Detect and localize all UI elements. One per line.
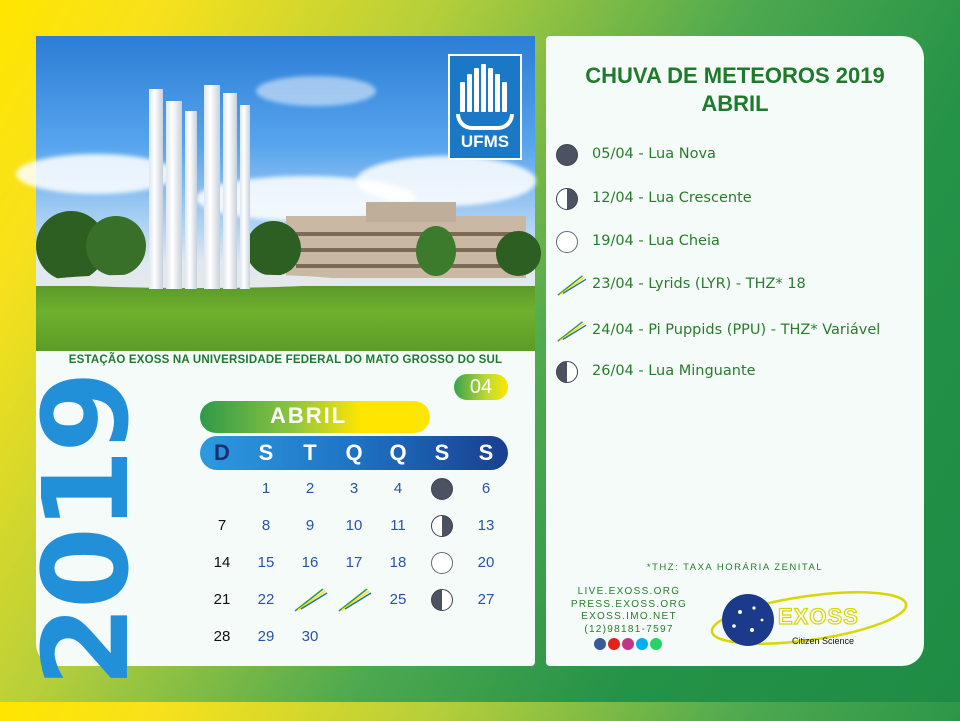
tree <box>86 216 146 276</box>
youtube-icon[interactable] <box>608 638 620 650</box>
window-row <box>296 248 516 252</box>
month-number-badge: 04 <box>454 374 508 400</box>
event-item <box>556 184 916 214</box>
month-name: ABRIL <box>270 403 348 428</box>
monument-pillar <box>223 93 237 289</box>
globe-icon <box>722 594 774 646</box>
contact-links <box>564 586 694 636</box>
year-label: 2019 <box>17 374 155 688</box>
calendar-day: 6 <box>481 480 491 497</box>
facebook-icon[interactable] <box>594 638 606 650</box>
exoss-logo-text: EXOSS <box>778 604 859 629</box>
event-text: 05/04 - Lua Nova <box>592 146 716 162</box>
weekday-label: Q <box>345 440 363 465</box>
event-item <box>556 357 916 387</box>
tree <box>416 226 456 276</box>
event-item <box>556 227 916 257</box>
meteor-icon <box>293 587 327 613</box>
exoss-logo <box>704 588 914 658</box>
building <box>286 216 526 278</box>
weekday-header <box>200 436 508 470</box>
tree <box>246 221 301 276</box>
monument-pillar <box>166 101 182 289</box>
events-title-line1: CHUVA DE METEOROS 2019 <box>585 63 885 88</box>
weekday-label: S <box>434 440 450 465</box>
weekday-label: T <box>303 440 317 465</box>
calendar-day: 13 <box>477 517 495 534</box>
calendar-day: 20 <box>477 554 495 571</box>
new-moon-icon <box>556 144 578 166</box>
calendar-day: 7 <box>217 517 227 534</box>
weekday-label: S <box>478 440 494 465</box>
cloud <box>256 76 376 106</box>
calendar-day: 30 <box>301 628 319 645</box>
skype-icon[interactable] <box>636 638 648 650</box>
event-item <box>556 270 916 300</box>
tree <box>496 231 541 276</box>
new-moon-icon <box>431 478 453 500</box>
weekday-label: Q <box>389 440 407 465</box>
calendar-day: 27 <box>477 591 495 608</box>
cloud <box>356 156 536 206</box>
event-item <box>556 140 916 170</box>
window-row <box>296 264 516 268</box>
window-row <box>296 232 516 236</box>
calendar-day: 11 <box>390 517 406 534</box>
ufms-logo-text: UFMS <box>460 132 510 151</box>
meteor-icon <box>556 320 586 342</box>
calendar-day: 2 <box>305 480 315 497</box>
weekday-label: D <box>214 440 230 465</box>
weekday-label: S <box>258 440 274 465</box>
calendar-day: 1 <box>261 480 271 497</box>
month-bar <box>200 401 430 433</box>
building <box>366 202 456 222</box>
phone-number: (12)98181-7597 <box>584 623 674 635</box>
calendar-day: 4 <box>393 480 403 497</box>
ufms-logo <box>448 54 522 160</box>
last-quarter-moon-icon <box>556 361 578 383</box>
calendar-day: 16 <box>301 554 319 571</box>
monument-pillar <box>149 89 163 289</box>
monument-pillar <box>240 105 250 289</box>
calendar-day: 9 <box>305 517 315 534</box>
events-title-line2: ABRIL <box>701 91 769 116</box>
thz-note: *THZ: TAXA HORÁRIA ZENITAL <box>646 562 824 573</box>
calendar-day: 28 <box>213 628 231 645</box>
first-quarter-moon-icon <box>431 515 453 537</box>
events-title <box>546 62 924 118</box>
first-quarter-moon-icon <box>556 188 578 210</box>
instagram-icon[interactable] <box>622 638 634 650</box>
calendar-day: 18 <box>389 554 407 571</box>
meteor-icon <box>556 274 586 296</box>
link-press[interactable]: PRESS.EXOSS.ORG <box>570 598 688 610</box>
calendar-day: 21 <box>213 591 231 608</box>
ufms-logo-bars <box>460 64 510 112</box>
events-card <box>546 36 924 666</box>
event-text: 24/04 - Pi Puppids (PPU) - THZ* Variável <box>592 322 881 338</box>
meteor-icon <box>337 587 371 613</box>
full-moon-icon <box>431 552 453 574</box>
social-icons <box>594 638 662 652</box>
event-text: 23/04 - Lyrids (LYR) - THZ* 18 <box>592 276 806 292</box>
last-quarter-moon-icon <box>431 589 453 611</box>
event-text: 26/04 - Lua Minguante <box>592 363 756 379</box>
calendar-card <box>17 36 535 688</box>
link-imo[interactable]: EXOSS.IMO.NET <box>581 611 677 622</box>
full-moon-icon <box>556 231 578 253</box>
calendar-day: 29 <box>257 628 275 645</box>
calendar-day: 8 <box>261 517 271 534</box>
event-text: 12/04 - Lua Crescente <box>592 190 752 206</box>
monument-pillar <box>185 111 197 289</box>
calendar-day: 15 <box>257 554 275 571</box>
ufms-logo-arc <box>456 114 514 130</box>
calendar-day: 3 <box>349 480 359 497</box>
link-live[interactable]: LIVE.EXOSS.ORG <box>577 586 681 597</box>
campus-photo <box>36 36 535 351</box>
calendar-day: 10 <box>345 517 363 534</box>
event-item <box>556 316 916 346</box>
calendar-day: 14 <box>213 554 231 571</box>
whatsapp-icon[interactable] <box>650 638 662 650</box>
calendar-day: 22 <box>257 591 275 608</box>
calendar-day: 17 <box>345 554 363 571</box>
station-title: ESTAÇÃO EXOSS NA UNIVERSIDADE FEDERAL DO MATO GROSSO DO SUL <box>68 354 503 366</box>
monument-pillar <box>204 85 220 289</box>
calendar-day: 25 <box>389 591 407 608</box>
event-text: 19/04 - Lua Cheia <box>592 233 720 249</box>
exoss-tagline: Citizen Science <box>792 636 855 646</box>
